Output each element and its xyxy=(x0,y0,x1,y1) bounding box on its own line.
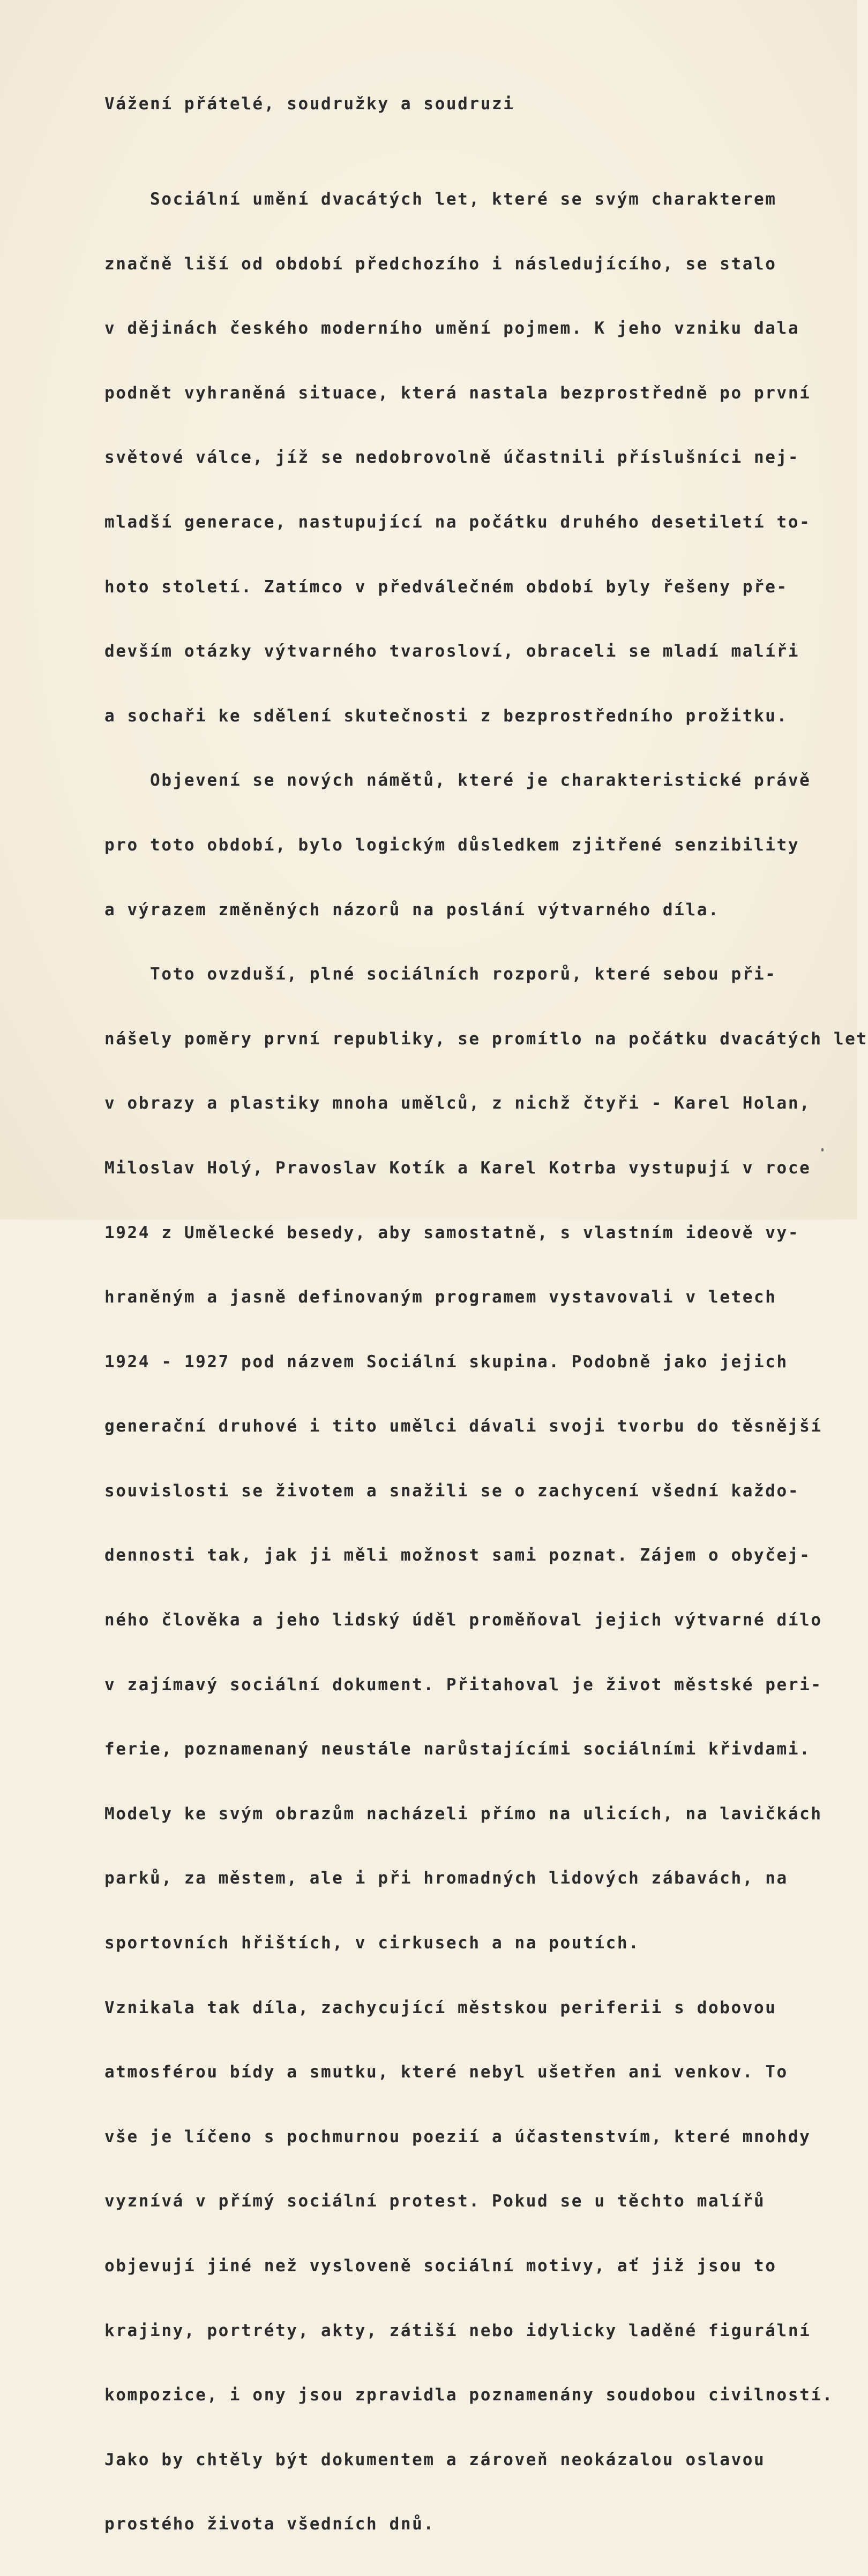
text-line: v dějinách českého moderního umění pojmem. K jeho vzniku dala xyxy=(104,319,800,338)
text-line: sportovních hřištích, v cirkusech a na poutích. xyxy=(104,1933,640,1953)
text-line: parků, za městem, ale i při hromadných lidových zábavách, na xyxy=(104,1869,788,1888)
text-line: pro toto období, bylo logickým důsledkem zjitřené senzibility xyxy=(104,835,800,855)
text-line: krajiny, portréty, akty, zátiší nebo idylicky laděné figurální xyxy=(104,2321,811,2340)
text-line: hoto století. Zatímco v předválečném období byly řešeny pře- xyxy=(104,577,788,597)
text-line: devším otázky výtvarného tvarosloví, obraceli se mladí malíři xyxy=(104,642,800,661)
text-line: objevují jiné než vysloveně sociální motivy, ať již jsou to xyxy=(104,2256,777,2276)
text-line: vše je líčeno s pochmurnou poezií a účastenstvím, které mnohdy xyxy=(104,2127,811,2146)
text-line: světové válce, jíž se nedobrovolně účastnili příslušníci nej- xyxy=(104,448,800,468)
text-line: Modely ke svým obrazům nacházeli přímo na ulicích, na lavičkách xyxy=(104,1804,822,1824)
text-line: podnět vyhraněná situace, která nastala bezprostředně po první xyxy=(104,383,811,403)
text-line: 1924 - 1927 pod názvem Sociální skupina. Podobně jako jejich xyxy=(104,1352,788,1372)
text-line: v obrazy a plastiky mnoha umělců, z nichž čtyři - Karel Holan, xyxy=(104,1094,811,1113)
text-line: hraněným a jasně definovaným programem vystavovali v letech xyxy=(104,1287,777,1307)
text-line: vyznívá v přímý sociální protest. Pokud se u těchto malířů xyxy=(104,2191,766,2211)
text-line: 1924 z Umělecké besedy, aby samostatně, s vlastním ideově vy- xyxy=(104,1223,800,1242)
text-line: Sociální umění dvacátých let, které se svým charakterem xyxy=(104,190,777,209)
text-line: Vznikala tak díla, zachycující městskou periferii s dobovou xyxy=(104,1998,777,2017)
salutation: Vážení přátelé, soudružky a soudruzi xyxy=(104,94,515,114)
text-line: dennosti tak, jak ji měli možnost sami poznat. Zájem o obyčej- xyxy=(104,1546,811,1565)
text-line: značně liší od období předchozího i následujícího, se stalo xyxy=(104,254,777,274)
text-line: mladší generace, nastupující na počátku druhého desetiletí to- xyxy=(104,512,811,532)
text-line: nášely poměry první republiky, se promítlo na počátku dvacátých let xyxy=(104,1029,868,1049)
text-line: prostého života všedních dnů. xyxy=(104,2514,435,2534)
text-line: kompozice, i ony jsou zpravidla poznamenány soudobou civilností. xyxy=(104,2385,834,2405)
text-line: a výrazem změněných názorů na poslání výtvarného díla. xyxy=(104,900,720,920)
text-line: Objevení se nových námětů, které je charakteristické právě xyxy=(104,771,811,790)
text-line: souvislosti se životem a snažili se o zachycení všední každo- xyxy=(104,1481,800,1501)
text-line: v zajímavý sociální dokument. Přitahoval je život městské peri- xyxy=(104,1675,822,1694)
text-line: ného člověka a jeho lidský úděl proměňoval jejich výtvarné dílo xyxy=(104,1610,822,1630)
text-line: Jako by chtěly být dokumentem a zároveň neokázalou oslavou xyxy=(104,2450,766,2469)
paper-speck xyxy=(821,1148,824,1151)
text-line: Toto ovzduší, plné sociálních rozporů, které sebou při- xyxy=(104,965,777,984)
text-line: generační druhové i tito umělci dávali svoji tvorbu do těsnější xyxy=(104,1417,822,1436)
text-line: ferie, poznamenaný neustále narůstajícími sociálními křivdami. xyxy=(104,1739,811,1759)
text-line: Miloslav Holý, Pravoslav Kotík a Karel Kotrba vystupují v roce xyxy=(104,1158,811,1178)
body-text xyxy=(104,148,868,2576)
text-line: atmosférou bídy a smutku, které nebyl ušetřen ani venkov. To xyxy=(104,2062,788,2082)
text-line: a sochaři ke sdělení skutečnosti z bezprostředního prožitku. xyxy=(104,706,788,726)
